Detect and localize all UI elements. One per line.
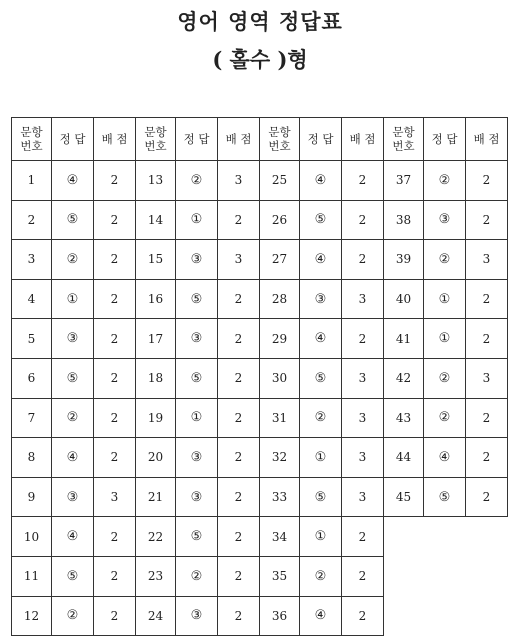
empty-cell — [466, 556, 508, 596]
points-value: 3 — [218, 240, 260, 280]
points-value: 2 — [94, 279, 136, 319]
answer-value: ③ — [52, 477, 94, 517]
points-value: 3 — [342, 477, 384, 517]
empty-cell — [424, 517, 466, 557]
empty-cell — [424, 556, 466, 596]
points-value: 2 — [466, 477, 508, 517]
points-value: 2 — [94, 319, 136, 359]
table-row — [12, 556, 508, 596]
question-number: 27 — [260, 240, 300, 280]
points-value: 2 — [342, 161, 384, 201]
answer-value: ② — [176, 161, 218, 201]
answer-value: ③ — [52, 319, 94, 359]
answer-value: ⑤ — [52, 556, 94, 596]
points-value: 2 — [218, 517, 260, 557]
question-number: 19 — [136, 398, 176, 438]
question-number: 43 — [384, 398, 424, 438]
points-value: 2 — [94, 240, 136, 280]
points-value: 3 — [342, 438, 384, 478]
points-value: 2 — [466, 200, 508, 240]
answer-value: ② — [424, 161, 466, 201]
points-header: 배 점 — [342, 118, 384, 161]
answer-value: ⑤ — [52, 200, 94, 240]
table-row — [12, 358, 508, 398]
answer-value: ⑤ — [300, 200, 342, 240]
question-number: 18 — [136, 358, 176, 398]
answer-value: ① — [176, 398, 218, 438]
points-value: 2 — [94, 517, 136, 557]
question-number: 20 — [136, 438, 176, 478]
answer-value: ③ — [176, 240, 218, 280]
question-number: 11 — [12, 556, 52, 596]
table-row — [12, 161, 508, 201]
points-value: 2 — [342, 596, 384, 636]
points-header: 배 점 — [218, 118, 260, 161]
question-number: 10 — [12, 517, 52, 557]
empty-cell — [384, 596, 424, 636]
points-header: 배 점 — [466, 118, 508, 161]
answer-value: ② — [52, 596, 94, 636]
question-number: 3 — [12, 240, 52, 280]
question-number: 39 — [384, 240, 424, 280]
question-number: 15 — [136, 240, 176, 280]
points-value: 2 — [342, 200, 384, 240]
points-value: 2 — [94, 438, 136, 478]
answer-value: ② — [424, 398, 466, 438]
question-number: 44 — [384, 438, 424, 478]
points-value: 2 — [218, 358, 260, 398]
question-number: 31 — [260, 398, 300, 438]
question-number: 42 — [384, 358, 424, 398]
question-number: 28 — [260, 279, 300, 319]
points-value: 2 — [218, 279, 260, 319]
points-value: 2 — [94, 556, 136, 596]
question-number: 30 — [260, 358, 300, 398]
answer-header: 정 답 — [52, 118, 94, 161]
answer-value: ③ — [424, 200, 466, 240]
points-value: 2 — [466, 438, 508, 478]
answer-value: ① — [176, 200, 218, 240]
question-number: 4 — [12, 279, 52, 319]
answer-value: ⑤ — [424, 477, 466, 517]
points-value: 3 — [466, 240, 508, 280]
points-value: 2 — [94, 200, 136, 240]
answer-header: 정 답 — [300, 118, 342, 161]
page-subtitle: ( 홀수 )형 — [212, 47, 308, 72]
points-value: 3 — [342, 279, 384, 319]
question-number: 2 — [12, 200, 52, 240]
points-value: 2 — [94, 161, 136, 201]
answer-value: ① — [300, 517, 342, 557]
points-value: 2 — [94, 398, 136, 438]
question-number: 29 — [260, 319, 300, 359]
answer-value: ④ — [52, 517, 94, 557]
answer-value: ③ — [176, 438, 218, 478]
empty-cell — [384, 556, 424, 596]
question-number: 17 — [136, 319, 176, 359]
answer-value: ① — [424, 319, 466, 359]
answer-value: ① — [52, 279, 94, 319]
answer-value: ④ — [300, 596, 342, 636]
question-number: 45 — [384, 477, 424, 517]
points-value: 2 — [342, 319, 384, 359]
empty-cell — [466, 517, 508, 557]
table-row — [12, 279, 508, 319]
points-value: 2 — [94, 358, 136, 398]
question-number: 40 — [384, 279, 424, 319]
question-number: 9 — [12, 477, 52, 517]
answer-header: 정 답 — [176, 118, 218, 161]
question-number: 35 — [260, 556, 300, 596]
answer-value: ② — [52, 240, 94, 280]
question-number-header: 문항 번호 — [260, 118, 300, 161]
answer-value: ④ — [424, 438, 466, 478]
question-number-header: 문항 번호 — [136, 118, 176, 161]
answer-header: 정 답 — [424, 118, 466, 161]
answer-value: ④ — [52, 161, 94, 201]
answer-value: ③ — [300, 279, 342, 319]
points-value: 2 — [218, 596, 260, 636]
answer-value: ④ — [300, 161, 342, 201]
question-number: 5 — [12, 319, 52, 359]
points-value: 3 — [218, 161, 260, 201]
question-number: 33 — [260, 477, 300, 517]
points-value: 3 — [94, 477, 136, 517]
question-number-header: 문항 번호 — [12, 118, 52, 161]
answer-value: ⑤ — [300, 358, 342, 398]
page-title: 영어 영역 정답표 — [177, 9, 343, 34]
table-row — [12, 319, 508, 359]
header-row — [12, 118, 508, 161]
answer-value: ⑤ — [176, 517, 218, 557]
points-value: 2 — [342, 517, 384, 557]
question-number: 41 — [384, 319, 424, 359]
empty-cell — [384, 517, 424, 557]
question-number: 21 — [136, 477, 176, 517]
question-number: 14 — [136, 200, 176, 240]
points-value: 3 — [466, 358, 508, 398]
table-row — [12, 517, 508, 557]
question-number: 34 — [260, 517, 300, 557]
table-row — [12, 240, 508, 280]
answer-value: ② — [52, 398, 94, 438]
points-value: 2 — [466, 279, 508, 319]
answer-table — [11, 117, 508, 636]
points-value: 2 — [218, 438, 260, 478]
points-value: 2 — [218, 398, 260, 438]
question-number: 32 — [260, 438, 300, 478]
points-value: 3 — [342, 398, 384, 438]
points-value: 3 — [342, 358, 384, 398]
table-row — [12, 398, 508, 438]
points-value: 2 — [466, 398, 508, 438]
answer-value: ④ — [52, 438, 94, 478]
question-number: 6 — [12, 358, 52, 398]
table-row — [12, 477, 508, 517]
table-row — [12, 200, 508, 240]
points-value: 2 — [218, 319, 260, 359]
question-number: 24 — [136, 596, 176, 636]
question-number: 12 — [12, 596, 52, 636]
question-number: 8 — [12, 438, 52, 478]
points-value: 2 — [218, 200, 260, 240]
question-number-header: 문항 번호 — [384, 118, 424, 161]
answer-value: ② — [300, 398, 342, 438]
question-number: 37 — [384, 161, 424, 201]
answer-value: ④ — [300, 319, 342, 359]
answer-value: ③ — [176, 596, 218, 636]
points-value: 2 — [218, 556, 260, 596]
answer-value: ① — [300, 438, 342, 478]
answer-value: ② — [300, 556, 342, 596]
question-number: 1 — [12, 161, 52, 201]
points-value: 2 — [342, 240, 384, 280]
question-number: 23 — [136, 556, 176, 596]
points-value: 2 — [342, 556, 384, 596]
table-row — [12, 438, 508, 478]
answer-value: ③ — [176, 477, 218, 517]
question-number: 25 — [260, 161, 300, 201]
answer-value: ⑤ — [176, 279, 218, 319]
question-number: 26 — [260, 200, 300, 240]
answer-value: ⑤ — [300, 477, 342, 517]
question-number: 36 — [260, 596, 300, 636]
table-row — [12, 596, 508, 636]
question-number: 38 — [384, 200, 424, 240]
points-value: 2 — [94, 596, 136, 636]
question-number: 13 — [136, 161, 176, 201]
answer-value: ② — [424, 240, 466, 280]
answer-value: ③ — [176, 319, 218, 359]
answer-value: ② — [424, 358, 466, 398]
answer-value: ④ — [300, 240, 342, 280]
points-value: 2 — [218, 477, 260, 517]
question-number: 7 — [12, 398, 52, 438]
answer-value: ② — [176, 556, 218, 596]
points-value: 2 — [466, 161, 508, 201]
empty-cell — [424, 596, 466, 636]
answer-value: ⑤ — [176, 358, 218, 398]
answer-value: ① — [424, 279, 466, 319]
points-value: 2 — [466, 319, 508, 359]
question-number: 16 — [136, 279, 176, 319]
answer-value: ⑤ — [52, 358, 94, 398]
points-header: 배 점 — [94, 118, 136, 161]
empty-cell — [466, 596, 508, 636]
question-number: 22 — [136, 517, 176, 557]
